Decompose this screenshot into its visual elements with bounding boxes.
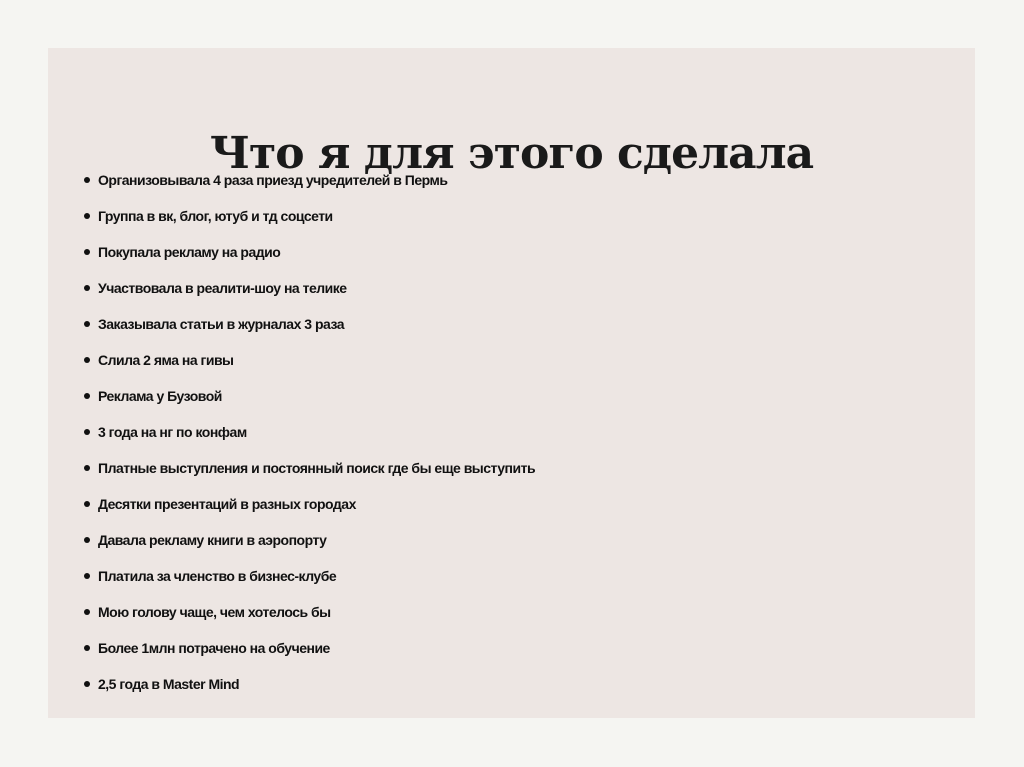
- list-item-text: Заказывала статьи в журналах 3 раза: [98, 316, 345, 332]
- bullet-icon: [84, 285, 90, 291]
- list-item: [84, 342, 535, 378]
- bullet-icon: [84, 357, 90, 363]
- list-item-text: Десятки презентаций в разных городах: [98, 496, 356, 512]
- list-item-text: Мою голову чаще, чем хотелось бы: [98, 604, 331, 620]
- bullet-icon: [84, 501, 90, 507]
- list-item-text: 3 года на нг по конфам: [98, 424, 247, 440]
- list-item-text: Платные выступления и постоянный поиск где бы еще выступить: [98, 460, 536, 476]
- list-item: [84, 558, 535, 594]
- list-item: [84, 306, 535, 342]
- list-item: [84, 270, 535, 306]
- list-item-text: Организовывала 4 раза приезд учредителей в Пермь: [98, 172, 448, 188]
- bullet-icon: [84, 465, 90, 471]
- list-item-text: Платила за членство в бизнес-клубе: [98, 568, 337, 584]
- list-item-text: Участвовала в реалити-шоу на телике: [98, 280, 347, 296]
- list-item: [84, 378, 535, 414]
- list-item: [84, 162, 535, 198]
- list-item: [84, 450, 535, 486]
- list-item-text: Давала рекламу книги в аэропорту: [98, 532, 327, 548]
- bullet-icon: [84, 537, 90, 543]
- list-item-text: Реклама у Бузовой: [98, 388, 222, 404]
- bullet-list: [84, 162, 535, 702]
- bullet-icon: [84, 429, 90, 435]
- list-item: [84, 234, 535, 270]
- list-item-text: Слила 2 яма на гивы: [98, 352, 234, 368]
- bullet-icon: [84, 645, 90, 651]
- bullet-icon: [84, 609, 90, 615]
- bullet-icon: [84, 681, 90, 687]
- list-item-text: 2,5 года в Master Mind: [98, 676, 240, 692]
- list-item: [84, 198, 535, 234]
- bullet-icon: [84, 573, 90, 579]
- list-item: [84, 522, 535, 558]
- bullet-icon: [84, 249, 90, 255]
- list-item: [84, 666, 535, 702]
- list-item: [84, 630, 535, 666]
- list-item-text: Более 1млн потрачено на обучение: [98, 640, 330, 656]
- list-item: [84, 414, 535, 450]
- slide: [48, 48, 975, 718]
- list-item-text: Покупала рекламу на радио: [98, 244, 281, 260]
- bullet-icon: [84, 393, 90, 399]
- bullet-icon: [84, 177, 90, 183]
- bullet-icon: [84, 213, 90, 219]
- list-item-text: Группа в вк, блог, ютуб и тд соцсети: [98, 208, 333, 224]
- bullet-icon: [84, 321, 90, 327]
- slide-title: Что я для этого сделала: [209, 128, 814, 179]
- list-item: [84, 594, 535, 630]
- list-item: [84, 486, 535, 522]
